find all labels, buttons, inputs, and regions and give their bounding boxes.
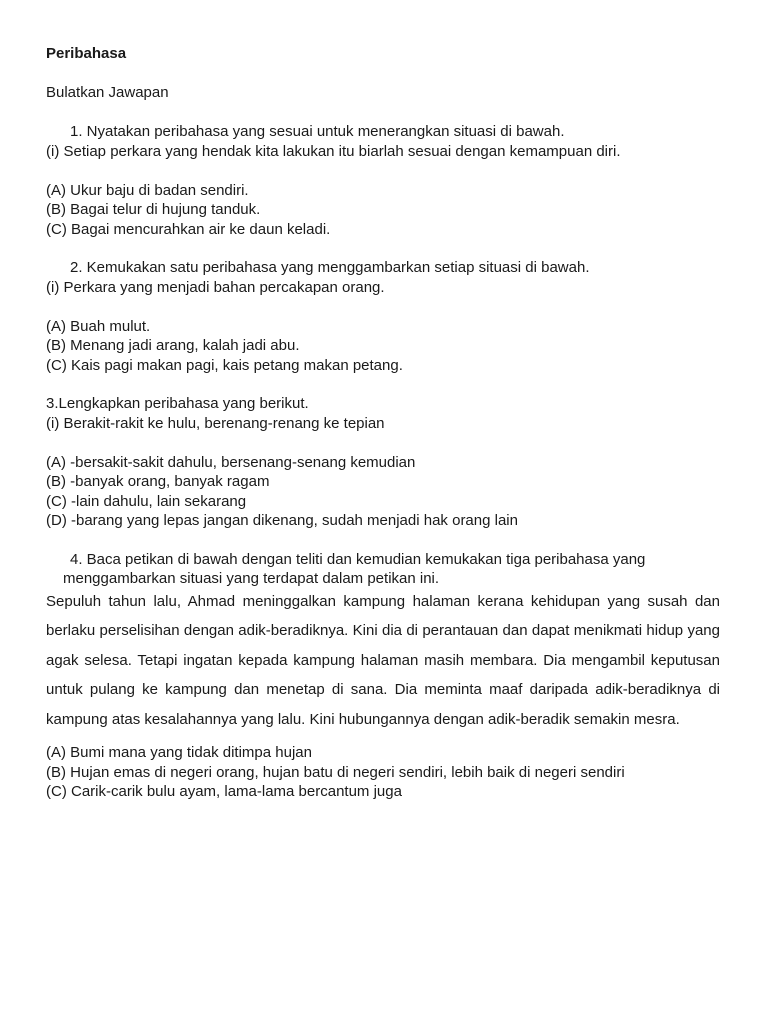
question-1 [46,122,720,239]
question-4-option-b[interactable]: (B) Hujan emas di negeri orang, hujan batu di negeri sendiri, lebih baik di negeri sendiri [46,763,625,781]
question-1-option-a[interactable]: (A) Ukur baju di badan sendiri. [46,181,249,199]
question-4-option-c[interactable]: (C) Carik-carik bulu ayam, lama-lama bercantum juga [46,783,402,800]
question-2-option-b[interactable]: (B) Menang jadi arang, kalah jadi abu. [46,337,300,354]
question-1-option-c[interactable]: (C) Bagai mencurahkan air ke daun keladi. [46,220,331,238]
question-2-option-a[interactable]: (A) Buah mulut. [46,317,151,335]
question-4-heading-line-2: menggambarkan situasi yang terdapat dalam petikan ini. [63,570,440,587]
question-3-situation: (i) Berakit-rakit ke hulu, berenang-renang ke tepian [46,414,385,432]
question-2-heading: 2. Kemukakan satu peribahasa yang menggambarkan setiap situasi di bawah. [70,259,590,276]
question-4-option-a[interactable]: (A) Bumi mana yang tidak ditimpa hujan [46,744,312,761]
question-2-situation: (i) Perkara yang menjadi bahan percakapan orang. [46,278,385,296]
question-4 [46,550,720,802]
question-3 [46,394,720,531]
question-4-heading-line-1: 4. Baca petikan di bawah dengan teliti dan kemudian kemukakan tiga peribahasa yang [70,550,646,568]
document-title: Peribahasa [46,45,127,62]
question-4-passage: Sepuluh tahun lalu, Ahmad meninggalkan kampung halaman kerana kehidupan yang susah dan berlaku perselisihan dengan adik-beradiknya. Kini dia di perantauan dan dapat menikmati hidup yang agak selesa. Tetapi ingatan kepada kampung halaman masih membara. Dia mengambil keputusan untuk pulang ke kampung dan menetap di sana. Dia meminta maaf daripada adik-beradiknya di kampung atas kesalahannya yang lalu. Kini hubungannya dengan adik-beradik semakin mesra. [46,592,720,728]
question-2-option-c[interactable]: (C) Kais pagi makan pagi, kais petang makan petang. [46,356,403,374]
question-3-option-b[interactable]: (B) -banyak orang, banyak ragam [46,473,270,490]
document-page [46,44,720,802]
question-1-heading: 1. Nyatakan peribahasa yang sesuai untuk menerangkan situasi di bawah. [70,123,565,140]
question-2-options [46,317,720,376]
question-4-options [46,743,720,802]
question-3-option-d[interactable]: (D) -barang yang lepas jangan dikenang, sudah menjadi hak orang lain [46,512,518,529]
question-3-option-c[interactable]: (C) -lain dahulu, lain sekarang [46,492,247,510]
question-3-options [46,453,720,531]
question-3-heading: 3.Lengkapkan peribahasa yang berikut. [46,395,309,412]
question-1-options [46,181,720,240]
question-3-option-a[interactable]: (A) -bersakit-sakit dahulu, bersenang-senang kemudian [46,453,416,471]
question-1-option-b[interactable]: (B) Bagai telur di hujung tanduk. [46,201,261,218]
question-2 [46,258,720,375]
instruction-text: Bulatkan Jawapan [46,84,169,101]
question-1-situation: (i) Setiap perkara yang hendak kita lakukan itu biarlah sesuai dengan kemampuan diri. [46,142,621,160]
